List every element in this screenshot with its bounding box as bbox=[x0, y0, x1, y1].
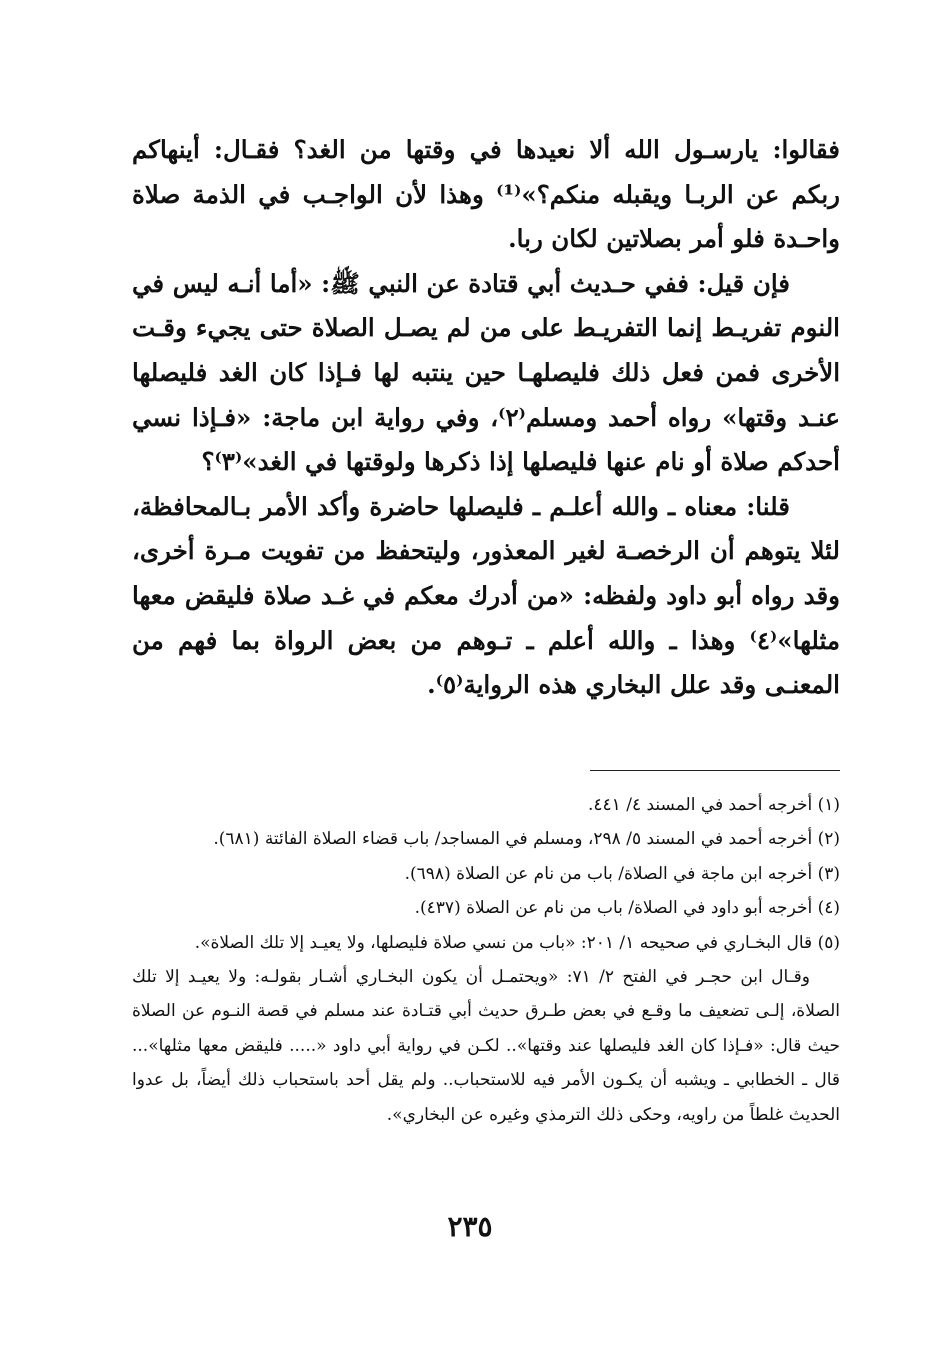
main-text bbox=[132, 128, 840, 708]
footnote-1: (١) أخرجه أحمد في المسند ٤/ ٤٤١. bbox=[588, 795, 840, 815]
paragraph-2: فإن قيل: ففي حـديث أبي قتادة عن النبي ﷺ: «أما أنـه ليس في النوم تفريـط إنما التفريـط على من لم يصـل الصلاة حتى يجيء وقـت الأخرى فمن فعل ذلك فليصلهـا حين ينتبه لها فـإذا كان الغد فليصلها عنـد وقتها» رواه أحمد ومسلم⁽٢⁾، وفي رواية ابن ماجة: «فـإذا نسي أحدكم صلاة أو نام عنها فليصلها إذا ذكرها ولوقتها في الغد»⁽٣⁾؟ bbox=[132, 268, 840, 477]
footnote-3: (٣) أخرجه ابن ماجة في الصلاة/ باب من نام عن الصلاة (٦٩٨). bbox=[404, 863, 840, 884]
footnote-2: (٢) أخرجه أحمد في المسند ٥/ ٢٩٨، ومسلم في المساجد/ باب قضاء الصلاة الفائتة (٦٨١). bbox=[213, 829, 840, 850]
page-number: ٢٣٥ bbox=[447, 1210, 493, 1243]
footnote-4: (٤) أخرجه أبو داود في الصلاة/ باب من نام عن الصلاة (٤٣٧). bbox=[414, 898, 840, 919]
footnote-5-continuation: وقـال ابن حجـر في الفتح ٢/ ٧١: «ويحتمـل أن يكون البخـاري أشـار بقولـه: ولا يعيـد إلا تلك الصلاة، إلـى تضعيف ما وقـع في بعض طـرق حديث أبي قتـادة عند مسلم في قصة النـوم عن الصلاة حيث قال: «فـإذا كان الغد فليصلها عند وقتها».. لكـن في رواية أبي داود «..... فليقض معها مثلها»... قال ـ الخطابي ـ ويشبه أن يكـون الأمر فيه للاستحباب.. ولم يقل أحد باستحباب ذلك أيضاً، بل عدوا الحديث غلطاً من راويه، وحكى ذلك الترمذي وغيره عن البخاري». bbox=[132, 967, 840, 1125]
footnotes bbox=[132, 788, 840, 1132]
paragraph-3: قلنا: معناه ـ والله أعلـم ـ فليصلها حاضرة وأكد الأمر بـالمحافظة، لئلا يتوهم أن الرخصـة لغير المعذور، وليتحفظ من تفويت مـرة أخرى، وقد رواه أبو داود ولفظه: «من أدرك معكم في غـد صلاة فليقض معها مثلها»⁽٤⁾ وهذا ـ والله أعلم ـ تـوهم من بعض الرواة بما فهم من المعنـى وقد علل البخاري هذه الرواية⁽٥⁾. bbox=[132, 491, 840, 700]
page-body bbox=[132, 128, 840, 1125]
footnote-divider bbox=[590, 770, 840, 771]
paragraph-1: فقالوا: يارسـول الله ألا نعيدها في وقتها من الغد؟ فقـال: أينهاكم ربكم عن الربـا ويقبله منكم؟»⁽¹⁾ وهذا لأن الواجـب في الذمة صلاة واحـدة فلو أمر بصلاتين لكان ربا. bbox=[132, 135, 840, 254]
footnote-5: (٥) قال البخـاري في صحيحه ١/ ٢٠١: «باب من نسي صلاة فليصلها، ولا يعيـد إلا تلك الصلاة». bbox=[194, 932, 840, 953]
